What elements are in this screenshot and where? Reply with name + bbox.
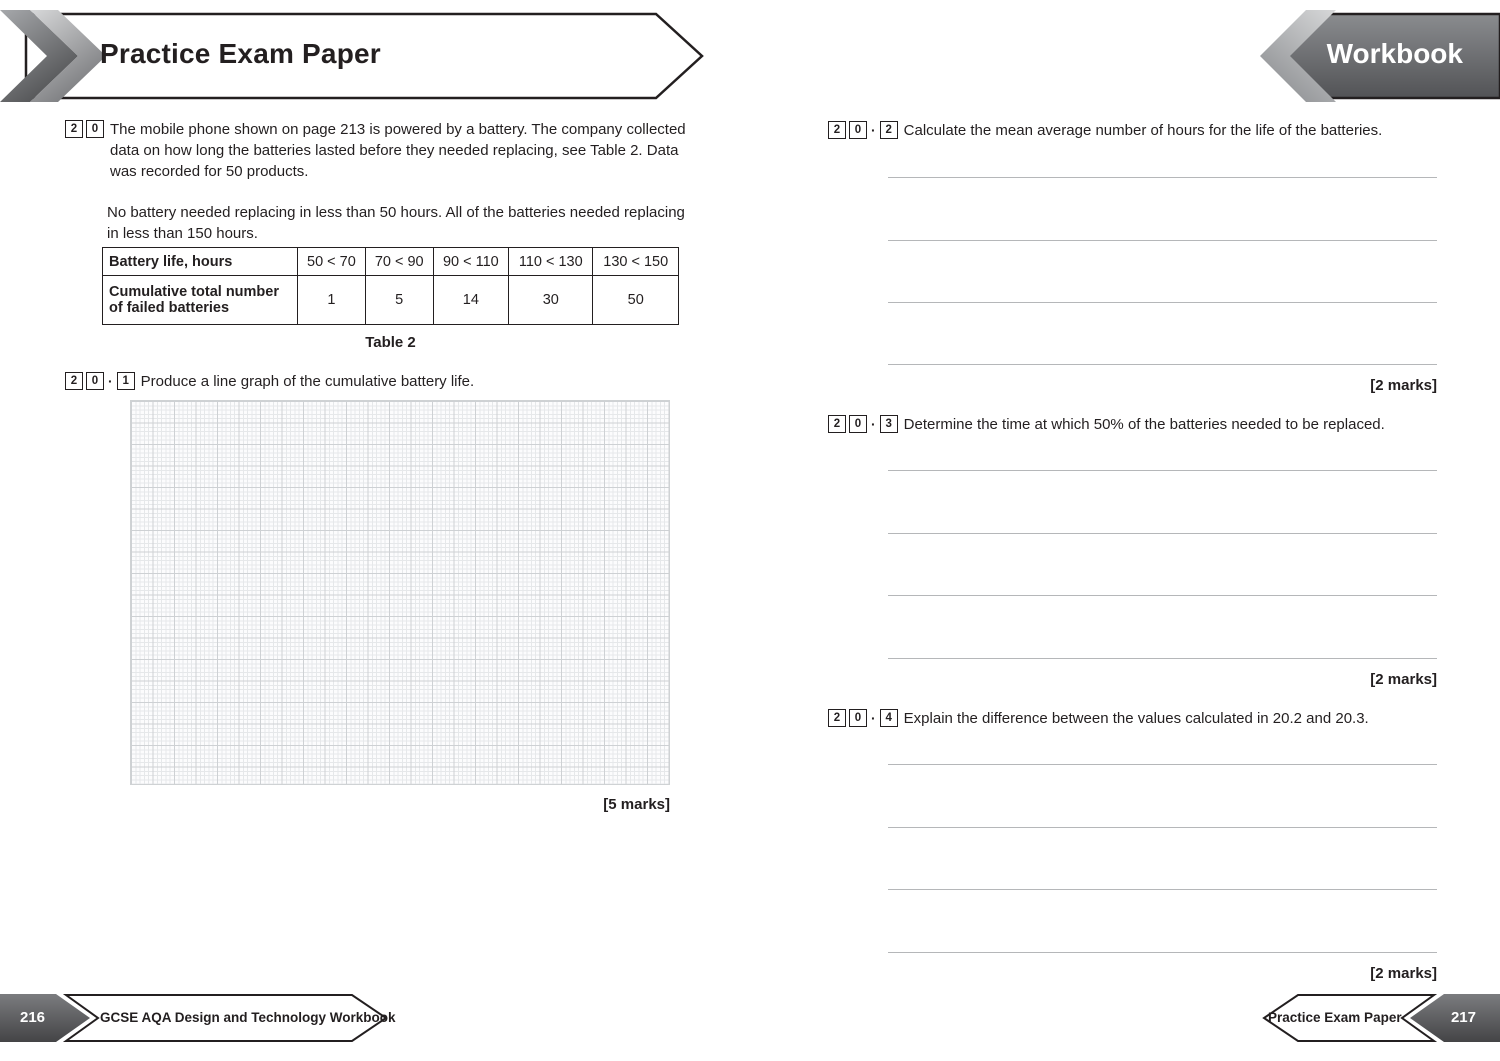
qnum-separator: · <box>871 710 876 726</box>
qnum-separator: · <box>108 373 113 389</box>
table-cell: 50 <box>593 276 679 325</box>
answer-line <box>888 364 1437 365</box>
answer-line <box>888 827 1437 828</box>
battery-life-table-wrap <box>102 247 679 325</box>
qnum-digit: 2 <box>828 121 846 139</box>
workbook-label: Workbook <box>1326 38 1463 69</box>
qnum-digit: 0 <box>849 121 867 139</box>
qnum-digit: 0 <box>849 709 867 727</box>
table-header-cell: 70 < 90 <box>365 248 433 276</box>
table-header-cell: 90 < 110 <box>433 248 508 276</box>
question-20-1-number <box>65 372 135 390</box>
qnum-digit: 1 <box>117 372 135 390</box>
page-title: Practice Exam Paper <box>100 38 381 69</box>
table-header-cell: Battery life, hours <box>103 248 298 276</box>
question-20-4 <box>828 708 1443 729</box>
table-header-cell: 110 < 130 <box>509 248 593 276</box>
qnum-digit: 0 <box>86 120 104 138</box>
page-number: 216 <box>20 1009 46 1026</box>
footer-book-title: GCSE AQA Design and Technology Workbook <box>100 1010 396 1025</box>
answer-line <box>888 302 1437 303</box>
left-footer <box>0 992 400 1044</box>
question-20-2-number <box>828 121 898 139</box>
answer-line <box>888 533 1437 534</box>
qnum-separator: · <box>871 122 876 138</box>
question-20-2-text: Calculate the mean average number of hours for the life of the batteries. <box>903 122 1383 139</box>
qnum-digit: 0 <box>86 372 104 390</box>
question-20-3-number <box>828 415 898 433</box>
table-caption: Table 2 <box>365 334 416 351</box>
question-20-1 <box>65 371 687 392</box>
question-20-number <box>65 120 104 138</box>
marks-label: [2 marks] <box>1370 671 1437 688</box>
answer-line <box>888 240 1437 241</box>
graph-grid-paper <box>130 400 670 785</box>
qnum-digit: 2 <box>828 415 846 433</box>
qnum-digit: 2 <box>828 709 846 727</box>
right-footer <box>1240 992 1500 1044</box>
table-header-cell: 130 < 150 <box>593 248 679 276</box>
question-20 <box>65 119 687 182</box>
answer-line <box>888 177 1437 178</box>
footer-section-title: Practice Exam Paper <box>1268 1010 1402 1025</box>
table-row-label: Cumulative total number of failed batteries <box>103 276 298 325</box>
answer-line <box>888 764 1437 765</box>
qnum-digit: 0 <box>849 415 867 433</box>
qnum-digit: 3 <box>880 415 898 433</box>
table-header-cell: 50 < 70 <box>298 248 366 276</box>
question-20-4-text: Explain the difference between the values calculated in 20.2 and 20.3. <box>903 710 1369 727</box>
qnum-digit: 2 <box>880 121 898 139</box>
page-number: 217 <box>1450 1009 1476 1026</box>
marks-label: [5 marks] <box>603 796 670 813</box>
qnum-digit: 2 <box>65 120 83 138</box>
answer-line <box>888 952 1437 953</box>
answer-line <box>888 470 1437 471</box>
answer-line <box>888 595 1437 596</box>
question-20-3 <box>828 414 1443 435</box>
table-header-row <box>103 248 679 276</box>
question-20-2 <box>828 120 1443 141</box>
question-20-text: The mobile phone shown on page 213 is powered by a battery. The company collected data on how long the batteries lasted before they needed replacing, see Table 2. Data was recorded for 50 products. <box>110 121 686 180</box>
table-cell: 1 <box>298 276 366 325</box>
qnum-separator: · <box>871 416 876 432</box>
question-20-4-number <box>828 709 898 727</box>
table-data-row <box>103 276 679 325</box>
question-20-paragraph-2: No battery needed replacing in less than 50 hours. All of the batteries needed replacing in less than 150 hours. <box>107 204 685 242</box>
marks-label: [2 marks] <box>1370 377 1437 394</box>
right-header-banner <box>1260 10 1500 102</box>
table-cell: 5 <box>365 276 433 325</box>
answer-line <box>888 889 1437 890</box>
question-20-3-text: Determine the time at which 50% of the batteries needed to be replaced. <box>903 416 1385 433</box>
answer-line <box>888 658 1437 659</box>
marks-label: [2 marks] <box>1370 965 1437 982</box>
table-cell: 14 <box>433 276 508 325</box>
table-cell: 30 <box>509 276 593 325</box>
qnum-digit: 4 <box>880 709 898 727</box>
question-20-1-text: Produce a line graph of the cumulative battery life. <box>140 373 475 390</box>
left-header-banner <box>0 10 710 102</box>
qnum-digit: 2 <box>65 372 83 390</box>
battery-life-table <box>102 247 679 325</box>
